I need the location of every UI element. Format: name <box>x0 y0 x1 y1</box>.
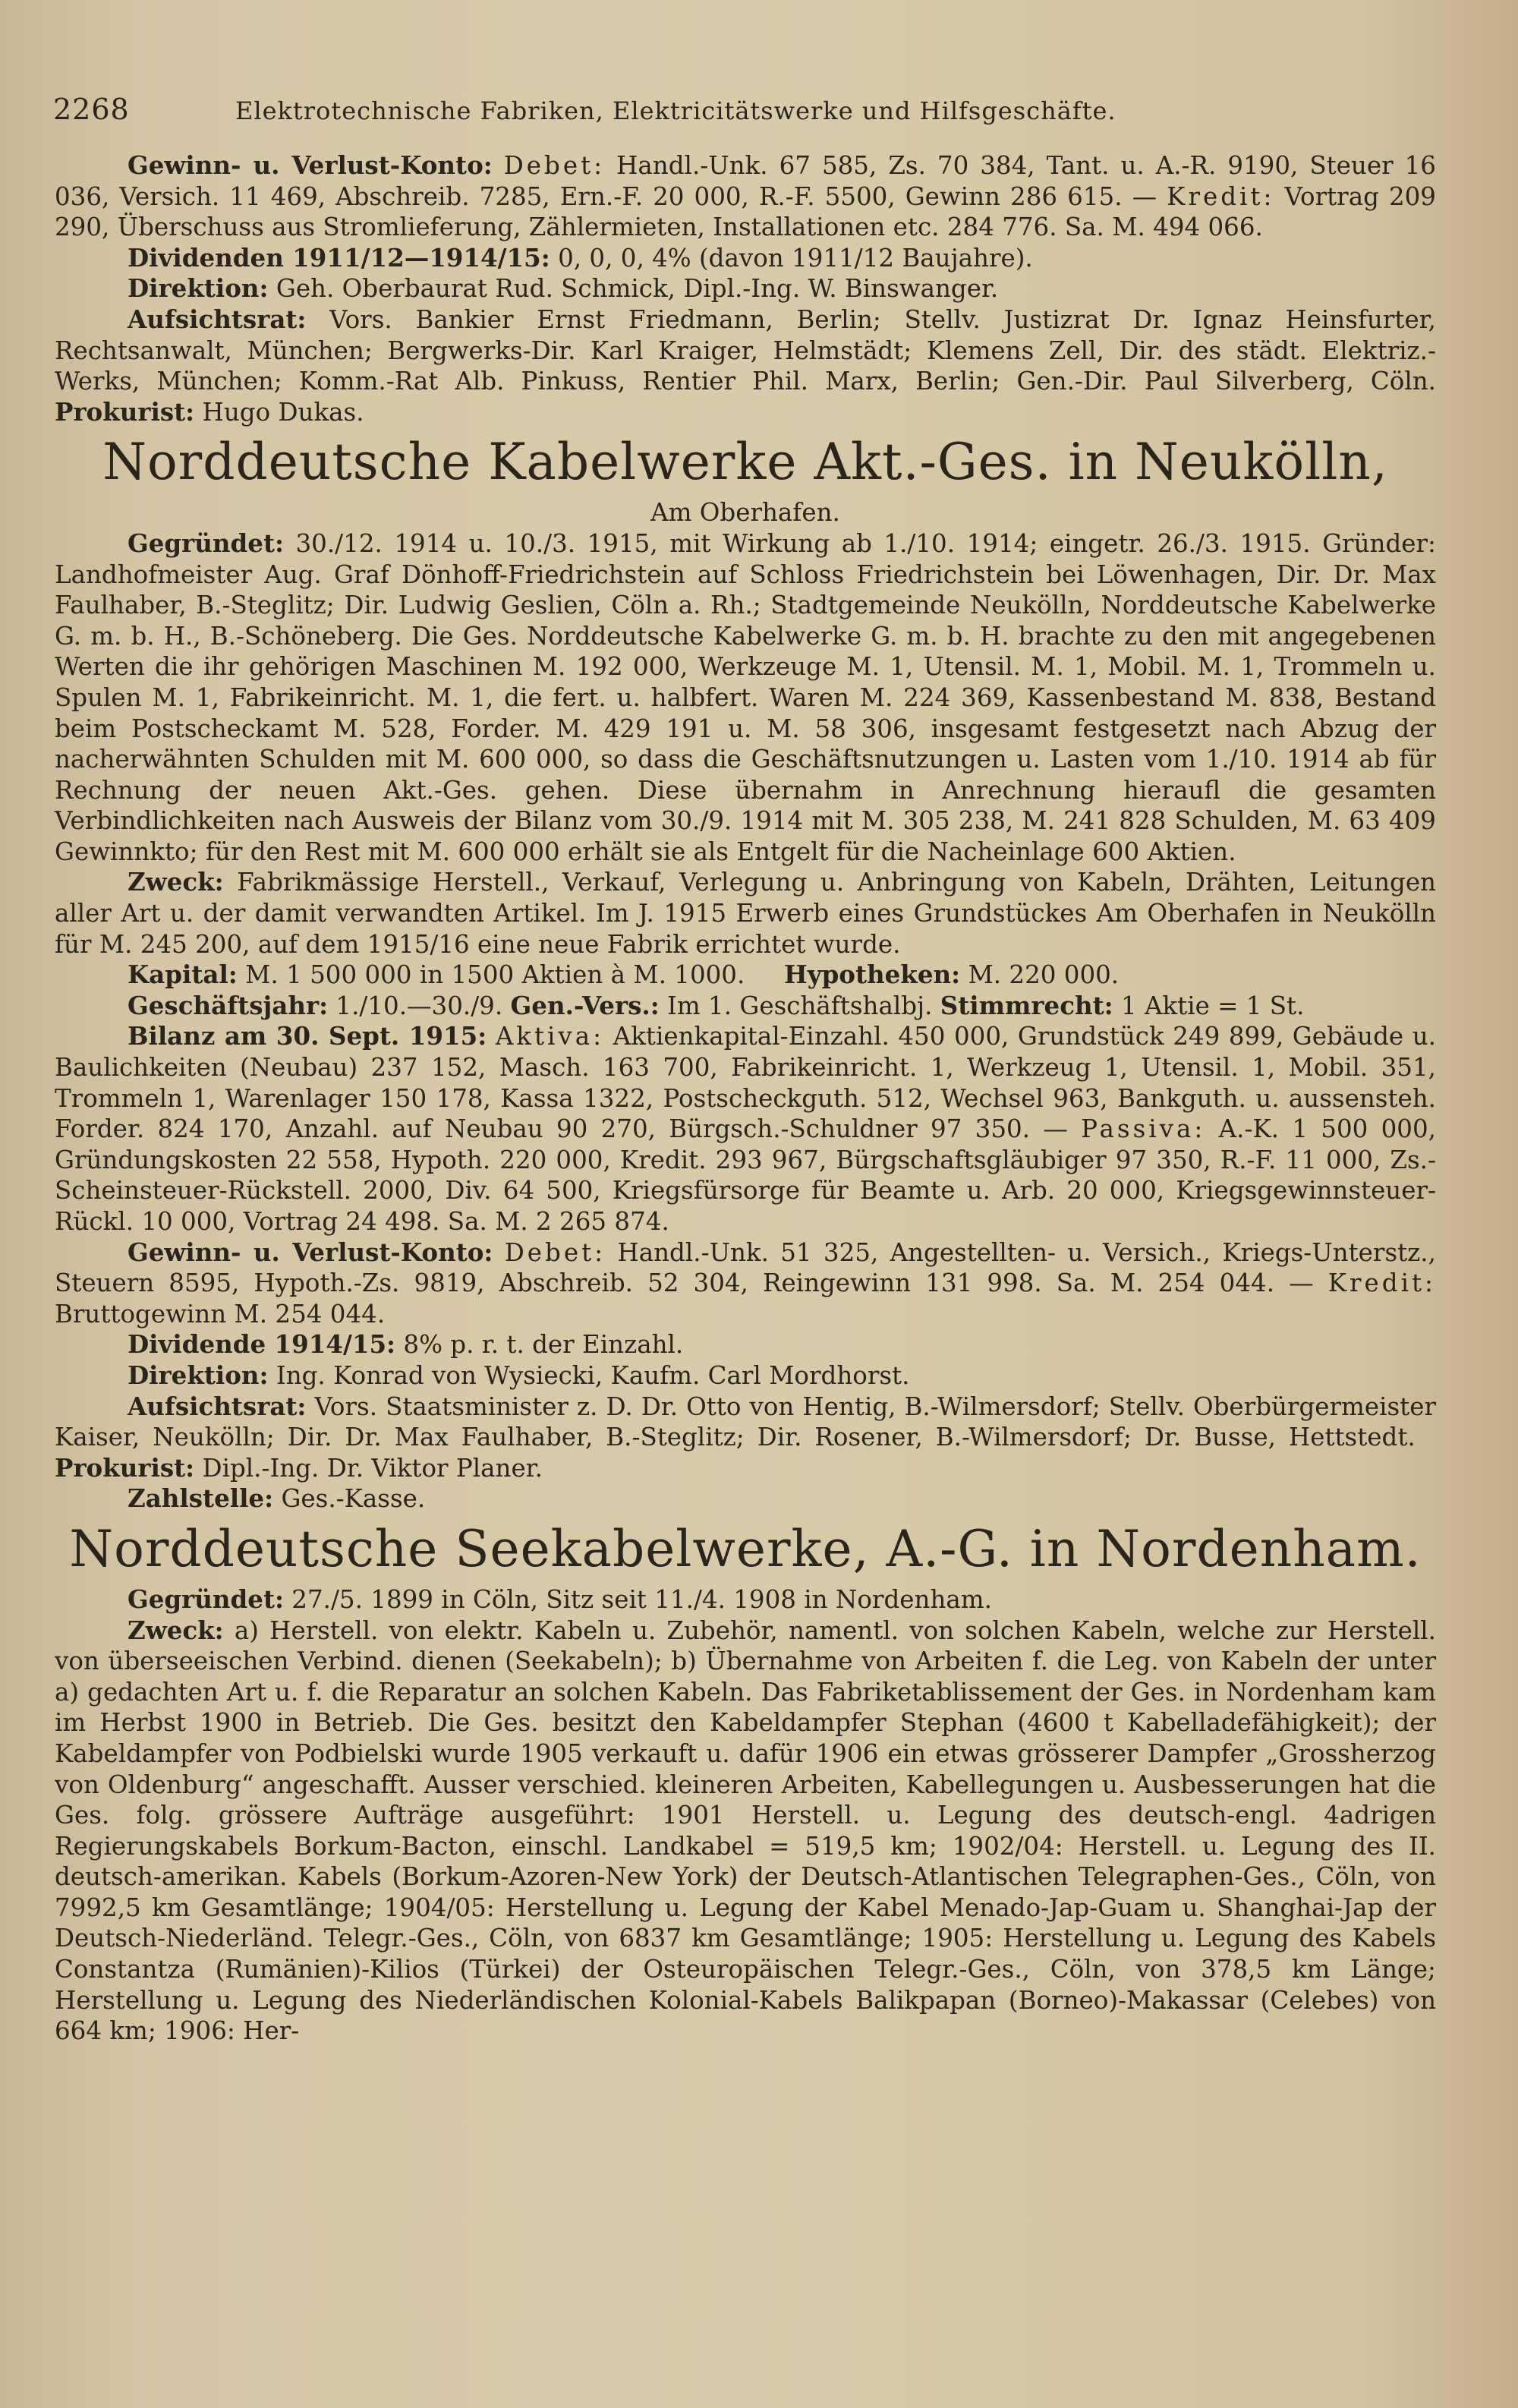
balance-sheet-paragraph: Bilanz am 30. Sept. 1915: Aktiva: Aktienkapital-Einzahl. 450 000, Grundstück 249 899, Gebäude u. Baulichkeiten (Neubau) 237 152, Masch. 163 700, Fabrikeinricht. 1, Werkzeug 1, Utensil. 1, Mobil. 351, Trommeln 1, Warenlager 150 178, Kassa 1322, Postscheckguth. 512, Wechsel 963, Bankguth. u. aussensteh. Forder. 824 170, Anzahl. auf Neubau 90 270, Bürgsch.-Schuldner 97 350. — Passiva: A.-K. 1 500 000, Gründungskosten 22 558, Hypoth. 220 000, Kredit. 293 967, Bürgschaftsgläubiger 97 350, R.-F. 11 000, Zs.-Scheinsteuer-Rückstell. 2000, Div. 64 500, Kriegsfürsorge für Beamte u. Arb. 20 000, Kriegsgewinnsteuer-Rückl. 10 000, Vortrag 24 498. Sa. M. 2 265 874. <box>55 1021 1437 1236</box>
company-address: Am Oberhafen. <box>650 498 840 528</box>
page-header <box>53 93 1442 126</box>
fiscal-year-paragraph: Geschäftsjahr: 1./10.—30./9. Gen.-Vers.: Im 1. Geschäftshalbj. Stimmrecht: 1 Aktie = 1 St. <box>128 990 1305 1020</box>
supervisory-board-paragraph: Aufsichtsrat: Vors. Staatsminister z. D. Dr. Otto von Hentig, B.-Wilmersdorf; Stellv. Oberbürgermeister Kaiser, Neukölln; Dir. Dr. Max Faulhaber, B.-Steglitz; Dir. Rosener, B.-Wilmersdorf; Dr. Busse, Hettstedt. Prokurist: Dipl.-Ing. Dr. Viktor Planer. <box>55 1391 1436 1483</box>
seekabelwerke-entry <box>55 1514 1436 2047</box>
running-title: Elektrotechnische Fabriken, Elektricitätswerke und Hilfsgeschäfte. <box>235 96 1116 125</box>
page-content <box>55 150 1436 2047</box>
founding-paragraph: Gegründet: 27./5. 1899 in Cöln, Sitz seit 11./4. 1908 in Nordenham. <box>128 1584 992 1614</box>
founding-paragraph: Gegründet: 30./12. 1914 u. 10./3. 1915, mit Wirkung ab 1./10. 1914; eingetr. 26./3. 1915. Gründer: Landhofmeister Aug. Graf Dönhoff-Friedrichstein auf Schloss Friedrichstein bei Löwenhagen, Dir. Dr. Max Faulhaber, B.-Steglitz; Dir. Ludwig Geslien, Cöln a. Rh.; Stadtgemeinde Neukölln, Norddeutsche Kabelwerke G. m. b. H., B.-Schöneberg. Die Ges. Norddeutsche Kabelwerke G. m. b. H. brachte zu den mit angegebenen Werten die ihr gehörigen Maschinen M. 192 000, Werkzeuge M. 1, Utensil. M. 1, Mobil. M. 1, Trommeln u. Spulen M. 1, Fabrikeinricht. M. 1, die fert. u. halbfert. Waren M. 224 369, Kassenbestand M. 838, Bestand beim Postscheckamt M. 528, Forder. M. 429 191 u. M. 58 306, insgesamt festgesetzt nach Abzug der nacherwähnten Schulden mit M. 600 000, so dass die Geschäftsnutzungen u. Lasten vom 1./10. 1914 ab für Rechnung der neuen Akt.-Ges. gehen. Diese übernahm in Anrechnung hieraufl die gesamten Verbindlichkeiten nach Ausweis der Bilanz vom 30./9. 1914 mit M. 305 238, M. 241 828 Schulden, M. 63 409 Gewinnkto; für den Rest mit M. 600 000 erhält sie als Entgelt für die Nacheinlage 600 Aktien. <box>55 528 1436 866</box>
purpose-paragraph: Zweck: a) Herstell. von elektr. Kabeln u. Zubehör, namentl. von solchen Kabeln, welche zur Herstell. von überseeischen Verbind. dienen (Seekabeln); b) Übernahme von Arbeiten f. die Leg. von Kabeln der unter a) gedachten Art u. f. die Reparatur an solchen Kabeln. Das Fabriketablissement der Ges. in Nordenham kam im Herbst 1900 in Betrieb. Die Ges. besitzt den Kabeldampfer Stephan (4600 t Kabelladefähigkeit); der Kabeldampfer von Podbielski wurde 1905 verkauft u. dafür 1906 ein etwas grösserer Dampfer „Grossherzog von Oldenburg“ angeschafft. Ausser verschied. kleineren Arbeiten, Kabellegungen u. Ausbesserungen hat die Ges. folg. grössere Aufträge ausgeführt: 1901 Herstell. u. Legung des deutsch-engl. 4adrigen Regierungskabels Borkum-Bacton, einschl. Landkabel = 519,5 km; 1902/04: Herstell. u. Legung des II. deutsch-amerikan. Kabels (Borkum-Azoren-New York) der Deutsch-Atlantischen Telegraphen-Ges., Cöln, von 7992,5 km Gesamtlänge; 1904/05: Herstellung u. Legung der Kabel Menado-Jap-Guam u. Shanghai-Jap der Deutsch-Niederländ. Telegr.-Ges., Cöln, von 6837 km Gesamtlänge; 1905: Herstellung u. Legung des Kabels Constantza (Rumänien)-Kilios (Türkei) der Osteuropäischen Telegr.-Ges., Cöln, von 378,5 km Länge; Herstellung u. Legung des Niederländischen Kolonial-Kabels Balikpapan (Borneo)-Makassar (Celebes) von 664 km; 1906: Her- <box>55 1615 1436 2046</box>
page-number: 2268 <box>53 93 130 126</box>
guv-paragraph: Gewinn- u. Verlust-Konto: Debet: Handl.-Unk. 67 585, Zs. 70 384, Tant. u. A.-R. 9190, Steuer 16 036, Versich. 11 469, Abschreib. 7285, Ern.-F. 20 000, R.-F. 5500, Gewinn 286 615. — Kredit: Vortrag 209 290, Überschuss aus Stromlieferung, Zählermieten, Installationen etc. 284 776. Sa. M. 494 066. <box>55 150 1436 242</box>
company-title: Norddeutsche Kabelwerke Akt.-Ges. in Neukölln, <box>102 433 1388 492</box>
direction-paragraph: Direktion: Geh. Oberbaurat Rud. Schmick, Dipl.-Ing. W. Binswanger. <box>128 273 999 304</box>
paying-agent-paragraph: Zahlstelle: Ges.-Kasse. <box>128 1483 426 1514</box>
company-title: Norddeutsche Seekabelwerke, A.-G. in Nordenham. <box>69 1519 1422 1578</box>
supervisory-board-paragraph: Aufsichtsrat: Vors. Bankier Ernst Friedmann, Berlin; Stellv. Justizrat Dr. Ignaz Heinsfurter, Rechtsanwalt, München; Bergwerks-Dir. Karl Kraiger, Helmstädt; Klemens Zell, Dir. des städt. Elektriz.-Werks, München; Komm.-Rat Alb. Pinkuss, Rentier Phil. Marx, Berlin; Gen.-Dir. Paul Silverberg, Cöln. Prokurist: Hugo Dukas. <box>55 304 1436 427</box>
capital-paragraph: Kapital: M. 1 500 000 in 1500 Aktien à M. 1000. Hypotheken: M. 220 000. <box>128 960 1120 990</box>
dividend-paragraph: Dividende 1914/15: 8% p. r. t. der Einzahl. <box>128 1329 684 1360</box>
purpose-paragraph: Zweck: Fabrikmässige Herstell., Verkauf, Verlegung u. Anbringung von Kabeln, Drähten, Leitungen aller Art u. der damit verwandten Artikel. Im J. 1915 Erwerb eines Grundstückes Am Oberhafen in Neukölln für M. 245 200, auf dem 1915/16 eine neue Fabrik errichtet wurde. <box>55 867 1436 959</box>
guv-paragraph: Gewinn- u. Verlust-Konto: Debet: Handl.-Unk. 51 325, Angestellten- u. Versich., Kriegs-Unterstz., Steuern 8595, Hypoth.-Zs. 9819, Abschreib. 52 304, Reingewinn 131 998. Sa. M. 254 044. — Kredit: Bruttogewinn M. 254 044. <box>55 1237 1436 1328</box>
kabelwerke-entry <box>55 427 1436 1514</box>
dividend-paragraph: Dividenden 1911/12—1914/15: 0, 0, 0, 4% (davon 1911/12 Baujahre). <box>128 242 1033 273</box>
previous-company-entry <box>55 150 1436 427</box>
direction-paragraph: Direktion: Ing. Konrad von Wysiecki, Kaufm. Carl Mordhorst. <box>128 1360 910 1390</box>
